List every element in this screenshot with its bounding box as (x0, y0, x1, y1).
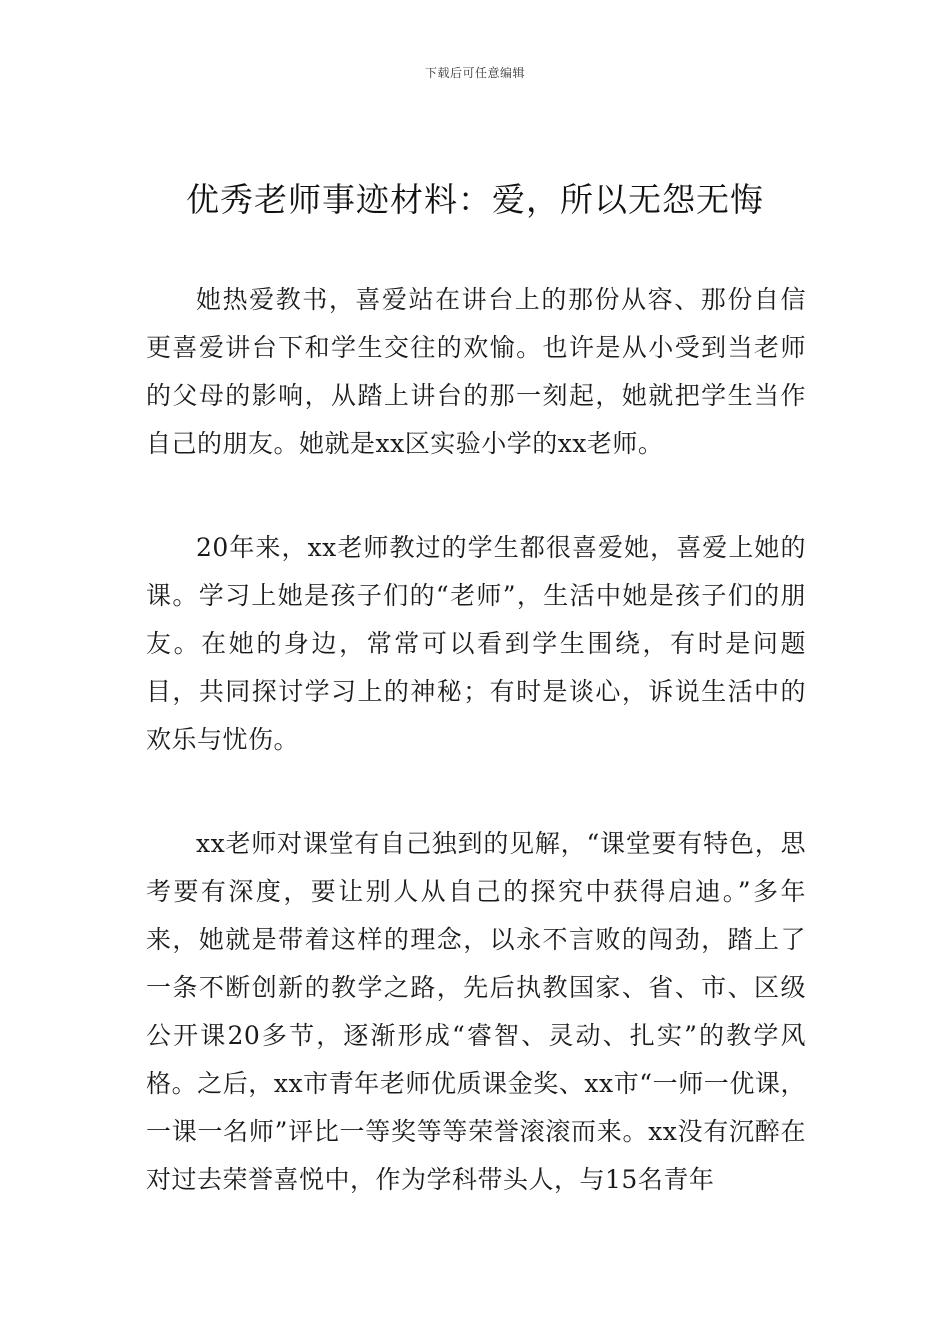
page-header-note: 下载后可任意编辑 (424, 66, 525, 80)
body-paragraph-3: xx老师对课堂有自己独到的见解，“课堂要有特色，思考要有深度，要让别人从自己的探究中获得启迪。”多年来，她就是带着这样的理念，以永不言败的闯劲，踏上了一条不断创新的教学之路，先后执教国家、省、市、区级公开课20多节，逐渐形成“睿智、灵动、扎实”的教学风格。之后，xx市青年老师优质课金奖、xx市“一师一优课，一课一名师”评比一等奖等等荣誉滚滚而来。xx没有沉醉在对过去荣誉喜悦中，作为学科带头人，与15名青年 (146, 829, 806, 1194)
body-paragraph-1: 她热爱教书，喜爱站在讲台上的那份从容、那份自信更喜爱讲台下和学生交往的欢愉。也许是从小受到当老师的父母的影响，从踏上讲台的那一刻起，她就把学生当作自己的朋友。她就是xx区实验小学的xx老师。 (146, 285, 806, 458)
document-title: 优秀老师事迹材料：爱，所以无怨无悔 (186, 180, 764, 219)
body-paragraph-2: 20年来，xx老师教过的学生都很喜爱她，喜爱上她的课。学习上她是孩子们的“老师”，生活中她是孩子们的朋友。在她的身边，常常可以看到学生围绕，有时是问题目，共同探讨学习上的神秘；有时是谈心，诉说生活中的欢乐与忧伤。 (146, 533, 806, 754)
